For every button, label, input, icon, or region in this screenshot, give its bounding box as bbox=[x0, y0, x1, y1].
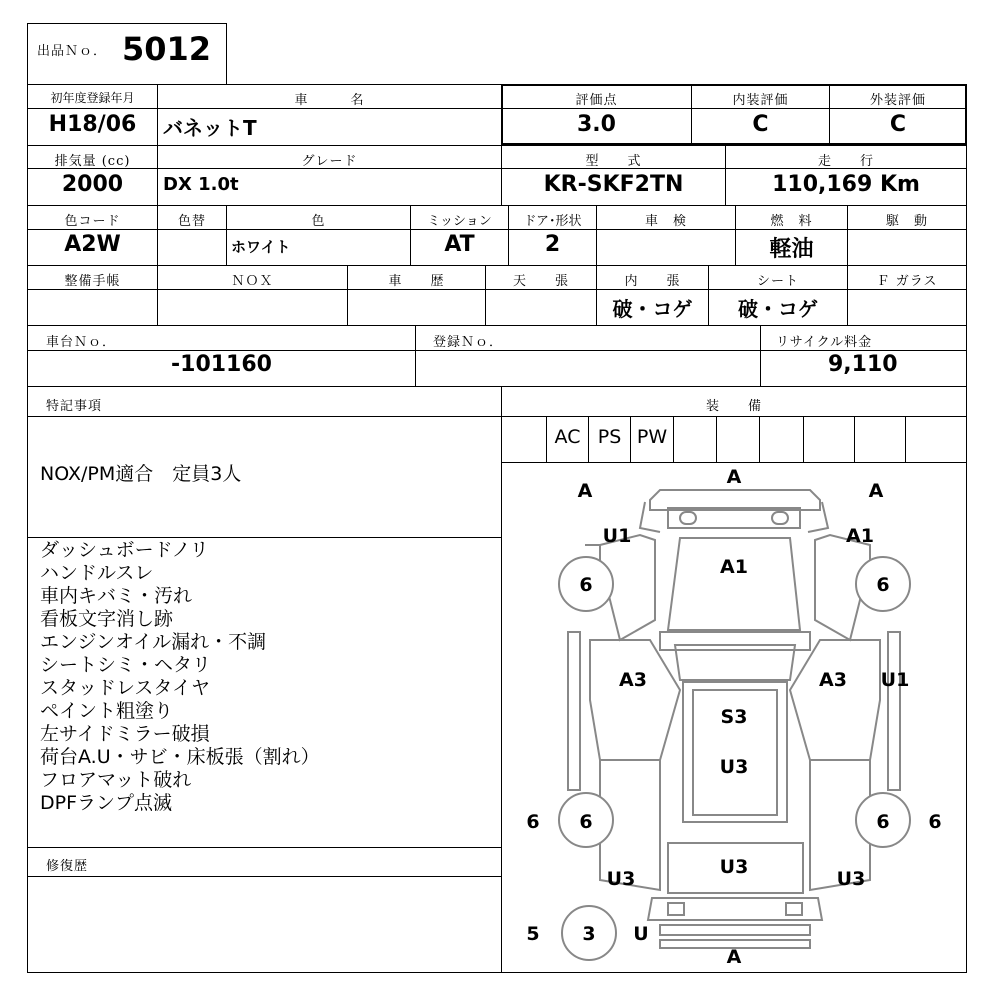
remark-item: ダッシュボードノリ bbox=[40, 539, 209, 561]
right-outer-mark: U1 bbox=[880, 669, 910, 691]
transmission-value: AT bbox=[444, 232, 475, 257]
exterior-label: 外装評価 bbox=[869, 93, 926, 108]
seat-label: シート bbox=[756, 274, 799, 289]
right-door-mark: A3 bbox=[819, 669, 847, 691]
color-code-value: A2W bbox=[64, 232, 121, 257]
recycle-fee-value: 9,110 bbox=[828, 352, 898, 377]
transmission-label: ミッション bbox=[427, 214, 492, 229]
mileage-value: 110,169 Km bbox=[772, 172, 920, 197]
windshield-mark: A1 bbox=[720, 556, 748, 578]
remark-item: ペイント粗塗り bbox=[40, 700, 174, 722]
seat-value: 破・コゲ bbox=[738, 297, 818, 321]
displacement-value: 2000 bbox=[61, 172, 124, 197]
right-rear-tire-mark: 6 bbox=[876, 811, 890, 833]
score-label: 評価点 bbox=[575, 93, 618, 108]
remark-item: スタッドレスタイヤ bbox=[40, 677, 211, 699]
mileage-label: 走 行 bbox=[817, 154, 874, 169]
color-value: ホワイト bbox=[231, 238, 291, 256]
right-rear-outer-mark: 6 bbox=[928, 811, 942, 833]
front-left-corner-mark: A bbox=[577, 480, 593, 502]
history-label: 車 歴 bbox=[388, 274, 445, 289]
remark-item: シートシミ・ヘタリ bbox=[40, 654, 212, 676]
drive-label: 駆 動 bbox=[885, 214, 928, 229]
left-rear-tire-mark: 6 bbox=[579, 811, 593, 833]
left-front-tire-mark: 6 bbox=[579, 574, 593, 596]
remarks-list bbox=[40, 539, 320, 815]
remark-item: エンジンオイル漏れ・不調 bbox=[40, 631, 267, 653]
color-code-label: 色コード bbox=[64, 214, 121, 229]
headliner-label: 内 張 bbox=[624, 274, 681, 289]
left-rear-outer-mark: 6 bbox=[526, 811, 540, 833]
interior-label: 内装評価 bbox=[732, 93, 789, 108]
model-label: 型 式 bbox=[585, 154, 642, 169]
color-change-label: 色替 bbox=[177, 214, 206, 229]
lot-number-label: 出品Ｎｏ． bbox=[37, 44, 108, 59]
left-rear-quarter-mark: U3 bbox=[606, 868, 636, 890]
equipment-label: 装 備 bbox=[705, 399, 762, 414]
displacement-label: 排気量 (cc) bbox=[54, 154, 131, 169]
fuel-label: 燃 料 bbox=[770, 214, 813, 229]
car-name-value: バネットT bbox=[163, 116, 257, 140]
spare-tire-mark: 3 bbox=[582, 923, 596, 945]
maintenance-label: 整備手帳 bbox=[64, 274, 121, 289]
remark-item: 荷台A.U・サビ・床板張（割れ） bbox=[40, 746, 320, 768]
headliner-value: 破・コゲ bbox=[612, 297, 693, 321]
f-glass-label: Ｆ ガラス bbox=[876, 274, 938, 289]
vehicle-damage-diagram bbox=[502, 463, 966, 971]
right-pillar-mark: A1 bbox=[846, 525, 874, 547]
remark-item: フロアマット破れ bbox=[40, 769, 192, 791]
remark-item: 車内キバミ・汚れ bbox=[40, 585, 193, 607]
left-door-mark: A3 bbox=[619, 669, 647, 691]
spare-side-mark: U bbox=[633, 923, 649, 945]
right-front-tire-mark: 6 bbox=[876, 574, 890, 596]
right-rear-quarter-mark: U3 bbox=[836, 868, 866, 890]
inspection-label: 車 検 bbox=[644, 214, 687, 229]
repair-history-label: 修復歴 bbox=[46, 859, 89, 874]
rear-panel-mark: U3 bbox=[719, 856, 749, 878]
fuel-value: 軽油 bbox=[769, 237, 814, 262]
front-bumper-mark: A bbox=[726, 466, 742, 488]
car-name-label: 車 名 bbox=[294, 93, 365, 108]
grade-label: グレード bbox=[301, 154, 358, 169]
equipment-ps: PS bbox=[597, 426, 622, 448]
color-label: 色 bbox=[311, 214, 326, 229]
equipment-ac: AC bbox=[554, 426, 581, 448]
door-shape-value: 2 bbox=[544, 232, 561, 257]
first-reg-value: H18/06 bbox=[48, 112, 137, 137]
first-reg-label: 初年度登録年月 bbox=[50, 91, 135, 105]
grade-value: DX 1.0t bbox=[163, 174, 239, 195]
spare-label-mark: 5 bbox=[526, 923, 540, 945]
nox-label: ＮＯＸ bbox=[231, 274, 274, 289]
recycle-fee-label: リサイクル料金 bbox=[776, 335, 873, 350]
door-shape-label: ドア･形状 bbox=[523, 214, 582, 229]
remark-item: DPFランプ点滅 bbox=[40, 792, 173, 814]
chassis-no-value: -101160 bbox=[171, 352, 272, 377]
rear-bumper-mark: A bbox=[726, 946, 742, 968]
exterior-value: C bbox=[889, 112, 907, 137]
remark-item: 看板文字消し跡 bbox=[40, 608, 174, 630]
bed-mark: S3 bbox=[720, 706, 748, 728]
remarks-main: NOX/PM適合 定員3人 bbox=[40, 463, 242, 485]
model-value: KR-SKF2TN bbox=[543, 172, 684, 197]
registration-no-label: 登録Ｎｏ． bbox=[433, 335, 504, 350]
interior-value: C bbox=[752, 112, 769, 137]
remark-item: ハンドルスレ bbox=[40, 562, 154, 584]
remarks-label: 特記事項 bbox=[46, 399, 103, 414]
bed-lower-mark: U3 bbox=[719, 756, 749, 778]
score-value: 3.0 bbox=[577, 112, 616, 137]
equipment-pw: PW bbox=[636, 426, 668, 448]
lot-number-value: 5012 bbox=[122, 30, 212, 68]
chassis-no-label: 車台Ｎｏ． bbox=[46, 335, 117, 350]
remark-item: 左サイドミラー破損 bbox=[40, 723, 210, 745]
front-right-corner-mark: A bbox=[868, 480, 884, 502]
left-pillar-mark: U1 bbox=[602, 525, 632, 547]
sunroof-label: 天 張 bbox=[512, 274, 569, 289]
